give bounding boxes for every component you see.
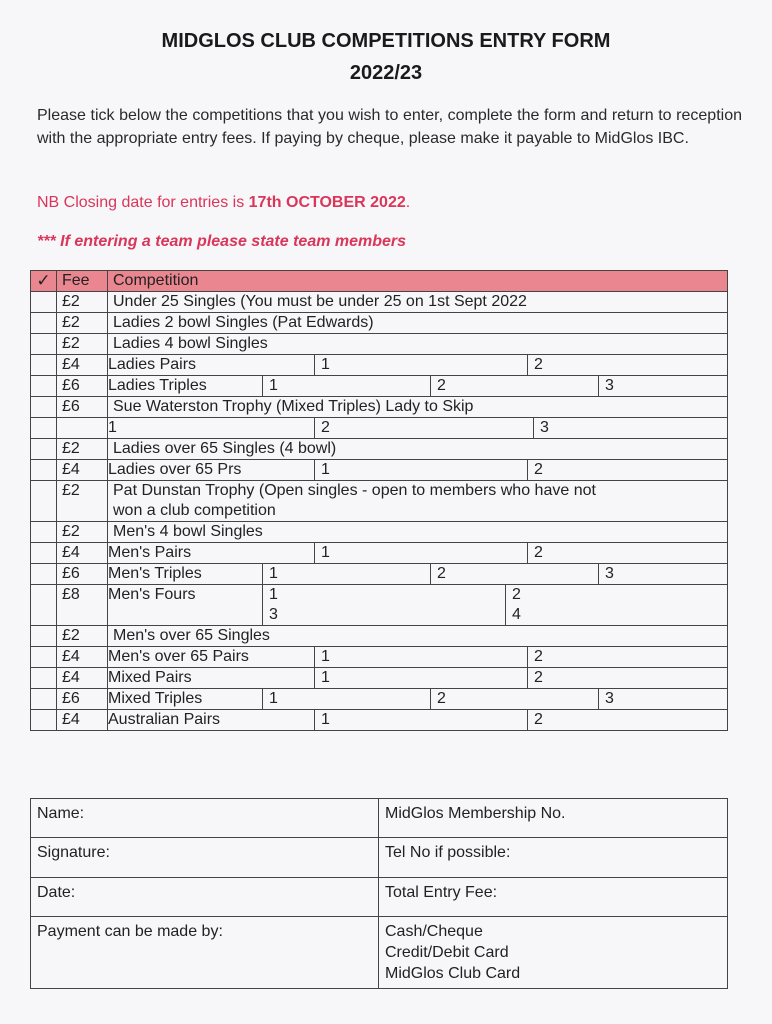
member-slot-label: 1 (269, 586, 278, 603)
competition-name: Ladies 4 bowl Singles (113, 335, 268, 352)
membership-number-field[interactable]: MidGlos Membership No. (379, 799, 728, 838)
fee-cell: £6 (57, 564, 108, 585)
form-season: 2022/23 (349, 62, 423, 84)
fee-cell: £2 (57, 522, 108, 543)
competition-name: Ladies 2 bowl Singles (Pat Edwards) (113, 314, 374, 331)
tick-box[interactable] (31, 460, 57, 481)
member-slot-label: 1 (269, 377, 278, 394)
payment-option: MidGlos Club Card (385, 965, 521, 982)
tick-box[interactable] (31, 543, 57, 564)
tick-box[interactable] (31, 418, 57, 439)
member-slot-label: 2 (512, 586, 521, 603)
table-row (31, 522, 728, 543)
competition-cell (108, 376, 728, 397)
member-slot-label: 1 (321, 711, 330, 728)
tick-box[interactable] (31, 668, 57, 689)
table-row (31, 647, 728, 668)
closing-date-note: NB Closing date for entries is 17th OCTOBER 2022. (37, 194, 411, 211)
team-members-note: *** If entering a team please state team members (37, 233, 407, 250)
table-row (31, 313, 728, 334)
tick-box[interactable] (31, 626, 57, 647)
competition-name: Ladies over 65 Singles (4 bowl) (113, 440, 337, 457)
table-row (31, 710, 728, 731)
member-slot-label: 1 (321, 461, 330, 478)
competition-cell (108, 292, 728, 313)
table-row (31, 334, 728, 355)
payment-option: Cash/Cheque (385, 923, 483, 940)
table-row (31, 668, 728, 689)
member-slot-label: 1 (321, 356, 330, 373)
fee-cell: £2 (57, 334, 108, 355)
tick-box[interactable] (31, 481, 57, 522)
member-slot-label: 2 (321, 419, 330, 436)
fee-cell: £2 (57, 313, 108, 334)
tick-box[interactable] (31, 313, 57, 334)
competition-cell (108, 418, 728, 439)
table-row (31, 376, 728, 397)
fee-cell: £4 (57, 647, 108, 668)
table-row (31, 585, 728, 626)
competition-cell (108, 481, 728, 522)
fee-cell (57, 418, 108, 439)
tick-box[interactable] (31, 334, 57, 355)
competition-cell (108, 355, 728, 376)
competition-name: Mixed Triples (108, 690, 203, 707)
fee-cell: £6 (57, 376, 108, 397)
competition-cell (108, 647, 728, 668)
competition-name: Under 25 Singles (You must be under 25 on 1st Sept 2022 (113, 293, 527, 310)
member-slot-label: 1 (321, 669, 330, 686)
competition-name: Mixed Pairs (108, 669, 192, 686)
total-entry-fee-field[interactable]: Total Entry Fee: (379, 878, 728, 917)
tick-box[interactable] (31, 647, 57, 668)
competition-cell (108, 564, 728, 585)
competition-name: Men's over 65 Singles (113, 627, 270, 644)
fee-cell: £4 (57, 543, 108, 564)
tel-number-field[interactable]: Tel No if possible: (379, 838, 728, 878)
table-row (31, 460, 728, 481)
competition-name: Men's over 65 Pairs (108, 648, 249, 665)
tick-box[interactable] (31, 376, 57, 397)
table-row (31, 397, 728, 418)
competition-name: Australian Pairs (108, 711, 221, 728)
member-slot-label: 3 (605, 377, 614, 394)
fee-cell: £4 (57, 710, 108, 731)
tick-box[interactable] (31, 585, 57, 626)
fee-cell: £2 (57, 626, 108, 647)
fee-cell: £4 (57, 355, 108, 376)
member-slot-label: 1 (321, 648, 330, 665)
payment-methods-label: Payment can be made by: (31, 917, 379, 989)
competition-cell (108, 397, 728, 418)
competition-name: Sue Waterston Trophy (Mixed Triples) Lady to Skip (113, 398, 474, 415)
form-title: MIDGLOS CLUB COMPETITIONS ENTRY FORM (161, 30, 611, 52)
competition-cell (108, 626, 728, 647)
competition-cell (108, 522, 728, 543)
competition-name: Men's Fours (108, 586, 196, 603)
member-slot-label: 4 (512, 606, 521, 623)
member-slot-label: 3 (605, 565, 614, 582)
member-slot-label: 3 (269, 606, 278, 623)
table-row (31, 439, 728, 460)
intro-paragraph: Please tick below the competitions that you wish to enter, complete the form and return to reception with the appropriate entry fees. If paying by cheque, please make it payable to MidGlos IBC. (37, 107, 742, 147)
member-slot-label: 2 (534, 711, 543, 728)
member-slot-label: 2 (437, 377, 446, 394)
name-field[interactable]: Name: (31, 799, 379, 838)
tick-box[interactable] (31, 564, 57, 585)
competition-name: Ladies Triples (108, 377, 207, 394)
table-row (31, 292, 728, 313)
competition-cell (108, 334, 728, 355)
competition-name-continued: won a club competition (113, 502, 276, 519)
member-slot-label: 2 (534, 461, 543, 478)
tick-box[interactable] (31, 292, 57, 313)
member-slot-label: 2 (437, 690, 446, 707)
competition-header: Competition (108, 271, 728, 292)
competition-name: Pat Dunstan Trophy (Open singles - open to members who have not (113, 482, 596, 499)
member-slot-label: 2 (534, 669, 543, 686)
tick-header: ✓ (31, 271, 57, 292)
fee-cell: £6 (57, 689, 108, 710)
competition-cell (108, 543, 728, 564)
fee-cell: £4 (57, 668, 108, 689)
fee-cell: £2 (57, 439, 108, 460)
tick-box[interactable] (31, 710, 57, 731)
competition-cell (108, 460, 728, 481)
competition-name: Ladies Pairs (108, 356, 197, 373)
table-row (31, 564, 728, 585)
member-slot-label: 2 (534, 544, 543, 561)
competition-name: Ladies over 65 Prs (108, 461, 242, 478)
competition-cell (108, 710, 728, 731)
table-row (31, 418, 728, 439)
payment-options (379, 917, 728, 989)
member-slot-label: 2 (534, 648, 543, 665)
table-row (31, 543, 728, 564)
date-field[interactable]: Date: (31, 878, 379, 917)
competitions-table (30, 270, 728, 731)
competition-cell (108, 313, 728, 334)
competition-name: Men's Pairs (108, 544, 192, 561)
member-slot-label: 3 (540, 419, 549, 436)
entrant-details-table (30, 798, 728, 989)
table-row (31, 481, 728, 522)
member-slot-label: 1 (321, 544, 330, 561)
member-slot-label: 1 (108, 419, 117, 436)
fee-cell: £4 (57, 460, 108, 481)
table-header (31, 271, 728, 292)
competition-name: Men's Triples (108, 565, 202, 582)
fee-cell: £2 (57, 292, 108, 313)
member-slot-label: 3 (605, 690, 614, 707)
tick-box[interactable] (31, 397, 57, 418)
tick-box[interactable] (31, 522, 57, 543)
signature-field[interactable]: Signature: (31, 838, 379, 878)
tick-box[interactable] (31, 439, 57, 460)
fee-cell: £2 (57, 481, 108, 522)
table-row (31, 355, 728, 376)
tick-box[interactable] (31, 355, 57, 376)
table-row (31, 689, 728, 710)
member-slot-label: 1 (269, 690, 278, 707)
table-row (31, 626, 728, 647)
competition-cell (108, 585, 728, 626)
fee-header: Fee (57, 271, 108, 292)
member-slot-label: 2 (437, 565, 446, 582)
competition-name: Men's 4 bowl Singles (113, 523, 263, 540)
member-slot-label: 1 (269, 565, 278, 582)
competition-cell (108, 439, 728, 460)
member-slot-label: 2 (534, 356, 543, 373)
competition-cell (108, 689, 728, 710)
closing-date: 17th OCTOBER 2022 (248, 194, 406, 211)
tick-box[interactable] (31, 689, 57, 710)
fee-cell: £8 (57, 585, 108, 626)
competition-cell (108, 668, 728, 689)
fee-cell: £6 (57, 397, 108, 418)
payment-option: Credit/Debit Card (385, 944, 509, 961)
